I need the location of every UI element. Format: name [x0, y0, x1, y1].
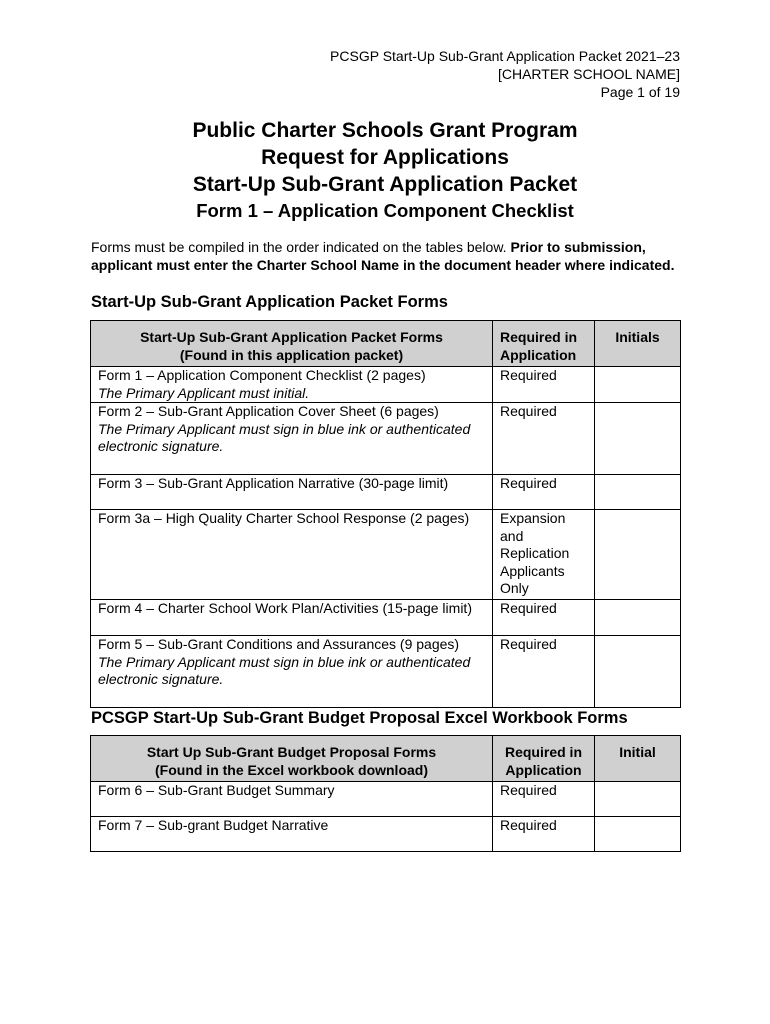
- required-cell: Expansion and Replication Applicants Only: [493, 510, 595, 600]
- column-header-initial: Initial: [595, 736, 681, 782]
- intro-plain: Forms must be compiled in the order indicated on the tables below.: [91, 239, 511, 255]
- form-cell: Form 7 – Sub-grant Budget Narrative: [91, 817, 493, 852]
- page-header: [330, 47, 680, 101]
- form-cell: [91, 475, 493, 510]
- header-school-name: [CHARTER SCHOOL NAME]: [497, 66, 680, 82]
- required-cell: Required: [493, 817, 595, 852]
- intro-bold: Prior to submission, applicant must enter the Charter School Name in the document header where indicated.: [91, 239, 675, 273]
- column-header-required: Required in Application: [493, 736, 595, 782]
- column-header-forms: [91, 736, 493, 782]
- form-cell: Form 6 – Sub-Grant Budget Summary: [91, 782, 493, 817]
- budget-forms-table: [90, 735, 681, 852]
- form-name: Form 5 – Sub-Grant Conditions and Assurances (9 pages): [98, 636, 460, 652]
- initials-field[interactable]: [595, 600, 681, 636]
- section2-heading: PCSGP Start-Up Sub-Grant Budget Proposal Excel Workbook Forms: [91, 709, 628, 727]
- packet-forms-table: [90, 320, 681, 708]
- initials-field[interactable]: [595, 636, 681, 708]
- form-note: The Primary Applicant must sign in blue ink or authenticated electronic signature.: [98, 420, 471, 454]
- title-program: Public Charter Schools Grant Program: [192, 119, 578, 142]
- column-header-initials: Initials: [595, 321, 681, 367]
- title-packet: Start-Up Sub-Grant Application Packet: [192, 173, 578, 196]
- title-form: Form 1 – Application Component Checklist: [196, 200, 574, 221]
- table-header-row: [91, 321, 681, 367]
- column-header-required: Required in Application: [493, 321, 595, 367]
- table-row: [91, 475, 681, 510]
- table-row: [91, 403, 681, 475]
- form-cell: [91, 510, 493, 600]
- form-cell: [91, 600, 493, 636]
- table-row: [91, 510, 681, 600]
- required-cell: Required: [493, 636, 595, 708]
- header-page-number: Page 1 of 19: [600, 84, 680, 100]
- title-rfa: Request for Applications: [261, 146, 509, 169]
- table-row: [91, 817, 681, 852]
- form-name: Form 1 – Application Component Checklist (2 pages): [98, 367, 426, 383]
- initials-field[interactable]: [595, 403, 681, 475]
- form-name: Form 3a – High Quality Charter School Response (2 pages): [98, 510, 470, 526]
- required-cell: Required: [493, 782, 595, 817]
- initials-field[interactable]: [595, 475, 681, 510]
- header-packet-title: PCSGP Start-Up Sub-Grant Application Packet 2021–23: [330, 48, 680, 64]
- intro-paragraph: [91, 238, 681, 274]
- form-cell: [91, 367, 493, 403]
- table-row: [91, 636, 681, 708]
- column-header-forms-line1: Start Up Sub-Grant Budget Proposal Forms: [146, 744, 437, 760]
- required-cell: Required: [493, 367, 595, 403]
- table-header-row: [91, 736, 681, 782]
- column-header-forms: [91, 321, 493, 367]
- initials-field[interactable]: [595, 367, 681, 403]
- column-header-forms-line1: Start-Up Sub-Grant Application Packet Forms: [140, 329, 443, 345]
- table-row: [91, 600, 681, 636]
- table-row: [91, 782, 681, 817]
- form-name: Form 3 – Sub-Grant Application Narrative (30-page limit): [98, 475, 449, 491]
- document-title-block: [0, 117, 770, 224]
- form-note: The Primary Applicant must initial.: [98, 384, 310, 401]
- initials-field[interactable]: [595, 510, 681, 600]
- initials-field[interactable]: [595, 782, 681, 817]
- form-cell: [91, 636, 493, 708]
- required-cell: Required: [493, 600, 595, 636]
- section1-heading: Start-Up Sub-Grant Application Packet Forms: [91, 293, 448, 311]
- form-note: The Primary Applicant must sign in blue ink or authenticated electronic signature.: [98, 653, 471, 687]
- column-header-forms-line2: (Found in this application packet): [179, 346, 404, 363]
- form-cell: [91, 403, 493, 475]
- initials-field[interactable]: [595, 817, 681, 852]
- required-cell: Required: [493, 403, 595, 475]
- form-name: Form 4 – Charter School Work Plan/Activities (15-page limit): [98, 600, 472, 616]
- column-header-forms-line2: (Found in the Excel workbook download): [155, 761, 428, 778]
- form-name: Form 2 – Sub-Grant Application Cover Sheet (6 pages): [98, 403, 439, 419]
- table-row: [91, 367, 681, 403]
- required-cell: Required: [493, 475, 595, 510]
